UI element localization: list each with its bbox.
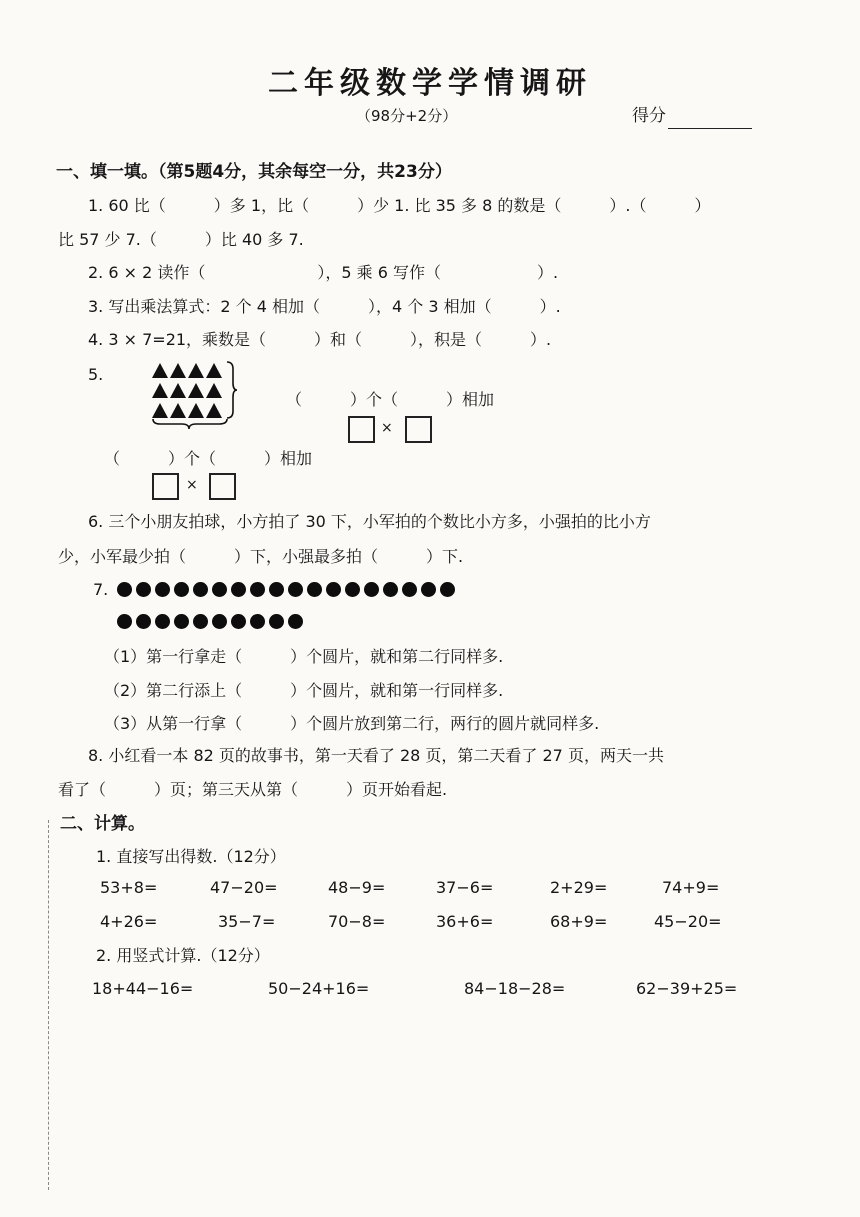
calc-item: 37−6= <box>436 878 494 897</box>
question-7-label: 7. <box>93 580 109 599</box>
dot-icon <box>231 582 246 597</box>
dot-icon <box>383 582 398 597</box>
calc-item: 45−20= <box>654 912 722 931</box>
triangle-grid <box>152 360 226 420</box>
calc-item: 47−20= <box>210 878 278 897</box>
binding-margin-line <box>48 820 49 1190</box>
calc-item: 70−8= <box>328 912 386 931</box>
dot-row-2 <box>117 614 303 629</box>
question-7-part-3: （3）从第一行拿（ ）个圆片放到第二行，两行的圆片就同样多. <box>104 714 600 733</box>
calc-item: 68+9= <box>550 912 608 931</box>
question-3: 3. 写出乘法算式：2 个 4 相加（ ），4 个 3 相加（ ）. <box>88 297 561 316</box>
dot-icon <box>136 614 151 629</box>
calc-item: 48−9= <box>328 878 386 897</box>
dot-icon <box>288 614 303 629</box>
dot-icon <box>117 582 132 597</box>
dot-row-1 <box>117 582 455 597</box>
calc-item: 84−18−28= <box>464 979 566 998</box>
triangle-icon <box>206 383 222 398</box>
part-2-heading: 2. 用竖式计算.（12分） <box>96 946 270 965</box>
dot-icon <box>155 582 170 597</box>
question-1-line-2: 比 57 少 7.（ ）比 40 多 7. <box>58 230 304 249</box>
question-8-line-2: 看了（ ）页；第三天从第（ ）页开始看起. <box>58 780 448 799</box>
dot-icon <box>307 582 322 597</box>
part-1-heading: 1. 直接写出得数.（12分） <box>96 847 286 866</box>
question-6-line-2: 少，小军最少拍（ ）下，小强最多拍（ ）下. <box>58 547 464 566</box>
section-2-heading: 二、计算。 <box>60 814 145 834</box>
triangle-icon <box>152 403 168 418</box>
question-7-part-1: （1）第一行拿走（ ）个圆片，就和第二行同样多. <box>104 647 504 666</box>
calc-item: 50−24+16= <box>268 979 370 998</box>
answer-box[interactable] <box>405 416 432 443</box>
calc-item: 53+8= <box>100 878 158 897</box>
score-blank-line[interactable] <box>668 128 752 129</box>
dot-icon <box>231 614 246 629</box>
dot-icon <box>193 582 208 597</box>
times-sign: × <box>381 420 393 436</box>
calc-item: 35−7= <box>218 912 276 931</box>
question-5-right-text: （ ）个（ ）相加 <box>286 390 495 409</box>
dot-icon <box>288 582 303 597</box>
calc-item: 4+26= <box>100 912 158 931</box>
dot-icon <box>440 582 455 597</box>
right-brace-icon <box>226 361 238 419</box>
calc-item: 62−39+25= <box>636 979 738 998</box>
dot-icon <box>117 614 132 629</box>
bottom-brace-icon <box>152 418 228 430</box>
question-4: 4. 3 × 7=21，乘数是（ ）和（ ），积是（ ）. <box>88 330 552 349</box>
triangle-icon <box>152 363 168 378</box>
dot-icon <box>326 582 341 597</box>
calc-item: 2+29= <box>550 878 608 897</box>
dot-icon <box>250 582 265 597</box>
answer-box[interactable] <box>209 473 236 500</box>
times-sign: × <box>186 477 198 493</box>
dot-icon <box>193 614 208 629</box>
calc-item: 36+6= <box>436 912 494 931</box>
dot-icon <box>364 582 379 597</box>
question-5-label: 5. <box>88 365 104 384</box>
question-6-line-1: 6. 三个小朋友拍球，小方拍了 30 下，小军拍的个数比小方多，小强拍的比小方 <box>88 512 651 531</box>
triangle-icon <box>188 363 204 378</box>
dot-icon <box>155 614 170 629</box>
triangle-icon <box>188 383 204 398</box>
dot-icon <box>174 614 189 629</box>
triangle-icon <box>188 403 204 418</box>
dot-icon <box>250 614 265 629</box>
dot-icon <box>269 614 284 629</box>
page-title: 二年级数学学情调研 <box>268 66 592 101</box>
dot-icon <box>212 614 227 629</box>
triangle-icon <box>170 403 186 418</box>
question-5-bottom-text: （ ）个（ ）相加 <box>104 449 313 468</box>
triangle-icon <box>206 363 222 378</box>
question-7-part-2: （2）第二行添上（ ）个圆片，就和第一行同样多. <box>104 681 504 700</box>
dot-icon <box>269 582 284 597</box>
dot-icon <box>174 582 189 597</box>
answer-box[interactable] <box>348 416 375 443</box>
dot-icon <box>402 582 417 597</box>
calc-item: 18+44−16= <box>92 979 194 998</box>
dot-icon <box>212 582 227 597</box>
section-1-heading: 一、填一填。（第5题4分，其余每空一分，共23分） <box>56 162 452 182</box>
question-2: 2. 6 × 2 读作（ ），5 乘 6 写作（ ）. <box>88 263 559 282</box>
dot-icon <box>136 582 151 597</box>
triangle-icon <box>206 403 222 418</box>
dot-icon <box>421 582 436 597</box>
calc-item: 74+9= <box>662 878 720 897</box>
dot-icon <box>345 582 360 597</box>
triangle-icon <box>152 383 168 398</box>
triangle-icon <box>170 383 186 398</box>
question-8-line-1: 8. 小红看一本 82 页的故事书，第一天看了 28 页，第二天看了 27 页，两天一共 <box>88 746 664 765</box>
score-total: （98分+2分） <box>356 107 458 125</box>
score-label: 得分 <box>632 106 666 126</box>
triangle-icon <box>170 363 186 378</box>
answer-box[interactable] <box>152 473 179 500</box>
question-1-line-1: 1. 60 比（ ）多 1，比（ ）少 1. 比 35 多 8 的数是（ ）.（ ） <box>88 196 711 215</box>
